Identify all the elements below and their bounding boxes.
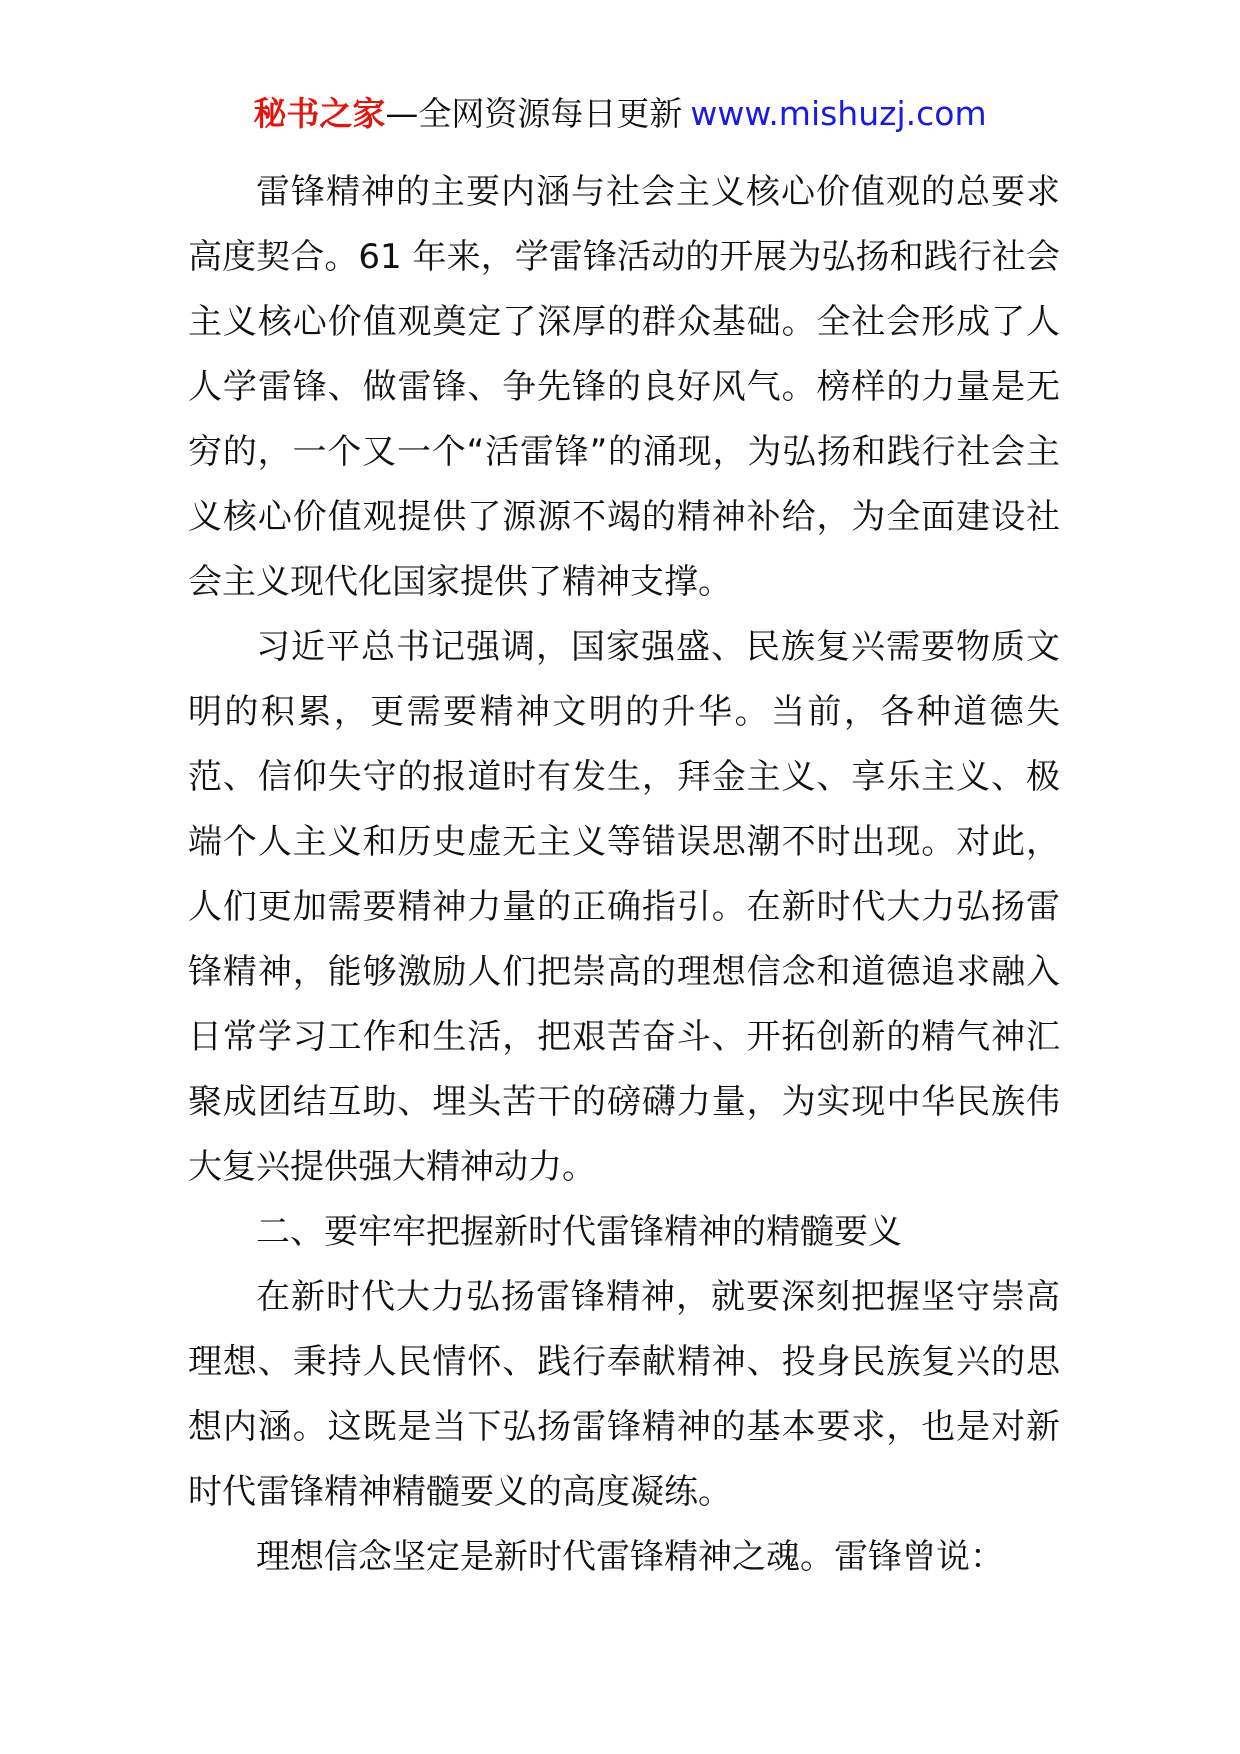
paragraph: 理想信念坚定是新时代雷锋精神之魂。雷锋曾说： [256, 1537, 1004, 1577]
page-header [0, 92, 1240, 136]
section-heading: 二、要牢牢把握新时代雷锋精神的精髓要义 [256, 1212, 902, 1252]
document-body [188, 160, 1060, 1590]
paragraph: 雷锋精神的主要内涵与社会主义核心价值观的总要求高度契合。61 年来，学雷锋活动的开展为弘扬和践行社会主义核心价值观奠定了深厚的群众基础。全社会形成了人人学雷锋、做雷锋、争先锋的良好风气。榜样的力量是无穷的，一个又一个“活雷锋”的涌现，为弘扬和践行社会主义核心价值观提供了源源不竭的精神补给，为全面建设社会主义现代化国家提供了精神支撑。 [188, 172, 1060, 602]
paragraph: 习近平总书记强调，国家强盛、民族复兴需要物质文明的积累，更需要精神文明的升华。当前，各种道德失范、信仰失守的报道时有发生，拜金主义、享乐主义、极端个人主义和历史虚无主义等错误思潮不时出现。对此，人们更加需要精神力量的正确指引。在新时代大力弘扬雷锋精神，能够激励人们把崇高的理想信念和道德追求融入日常学习工作和生活，把艰苦奋斗、开拓创新的精气神汇聚成团结互助、埋头苦干的磅礴力量，为实现中华民族伟大复兴提供强大精神动力。 [188, 627, 1060, 1187]
brand-name: 秘书之家 [253, 94, 386, 133]
paragraph: 在新时代大力弘扬雷锋精神，就要深刻把握坚守崇高理想、秉持人民情怀、践行奉献精神、投身民族复兴的思想内涵。这既是当下弘扬雷锋精神的基本要求，也是对新时代雷锋精神精髓要义的高度凝练。 [188, 1277, 1060, 1512]
header-tagline: —全网资源每日更新 [385, 94, 683, 133]
site-url-link[interactable]: www.mishuzj.com [690, 94, 987, 133]
